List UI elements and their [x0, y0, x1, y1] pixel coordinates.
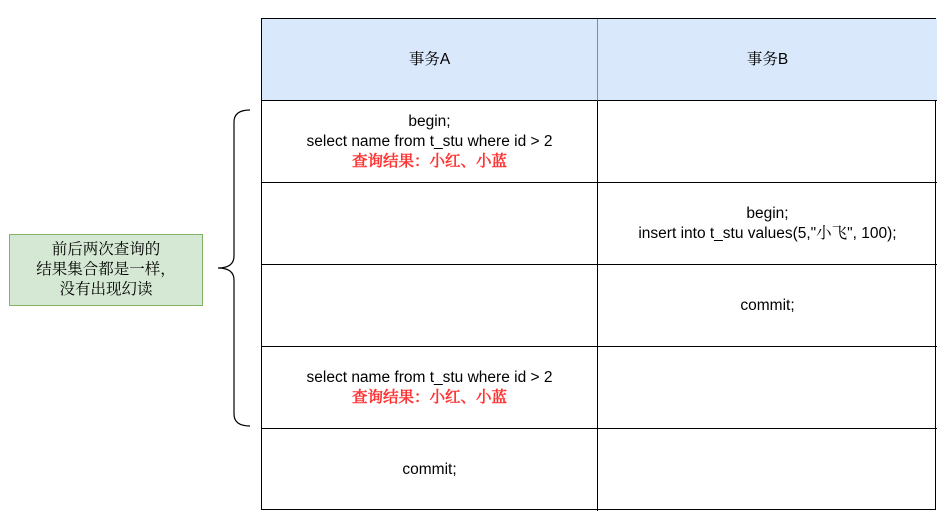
row2-transaction-a — [262, 183, 598, 265]
row1-transaction-a — [262, 101, 598, 183]
row1-a-line2: select name from t_stu where id > 2 — [306, 132, 553, 150]
row3-transaction-b — [598, 265, 937, 347]
row2-b-line1: begin; — [746, 204, 789, 222]
row5-transaction-a — [262, 429, 598, 511]
transaction-table — [261, 18, 936, 510]
row4-transaction-a — [262, 347, 598, 429]
row1-a-result: 查询结果：小红、小蓝 — [351, 152, 507, 170]
note-line1: 前后两次查询的 — [51, 241, 161, 258]
header-b-label: 事务B — [746, 50, 789, 68]
row3-transaction-a — [262, 265, 598, 347]
note-line3: 没有出现幻读 — [59, 281, 153, 298]
row1-a-line1: begin; — [408, 112, 451, 130]
header-a-label: 事务A — [408, 50, 451, 68]
curly-brace-icon — [214, 108, 254, 428]
conclusion-note — [9, 234, 203, 306]
row3-b-line1: commit; — [740, 296, 795, 314]
row4-a-line1: select name from t_stu where id > 2 — [306, 368, 553, 386]
header-transaction-b — [598, 19, 937, 101]
row2-transaction-b — [598, 183, 937, 265]
row2-b-line2: insert into t_stu values(5,"小飞", 100); — [638, 224, 897, 242]
note-line2: 结果集合都是一样， — [36, 261, 176, 278]
row5-a-line1: commit; — [402, 461, 457, 478]
row1-transaction-b — [598, 101, 937, 183]
row4-transaction-b — [598, 347, 937, 429]
row4-a-result: 查询结果：小红、小蓝 — [351, 388, 507, 406]
header-transaction-a — [262, 19, 598, 101]
row5-transaction-b — [598, 429, 937, 511]
